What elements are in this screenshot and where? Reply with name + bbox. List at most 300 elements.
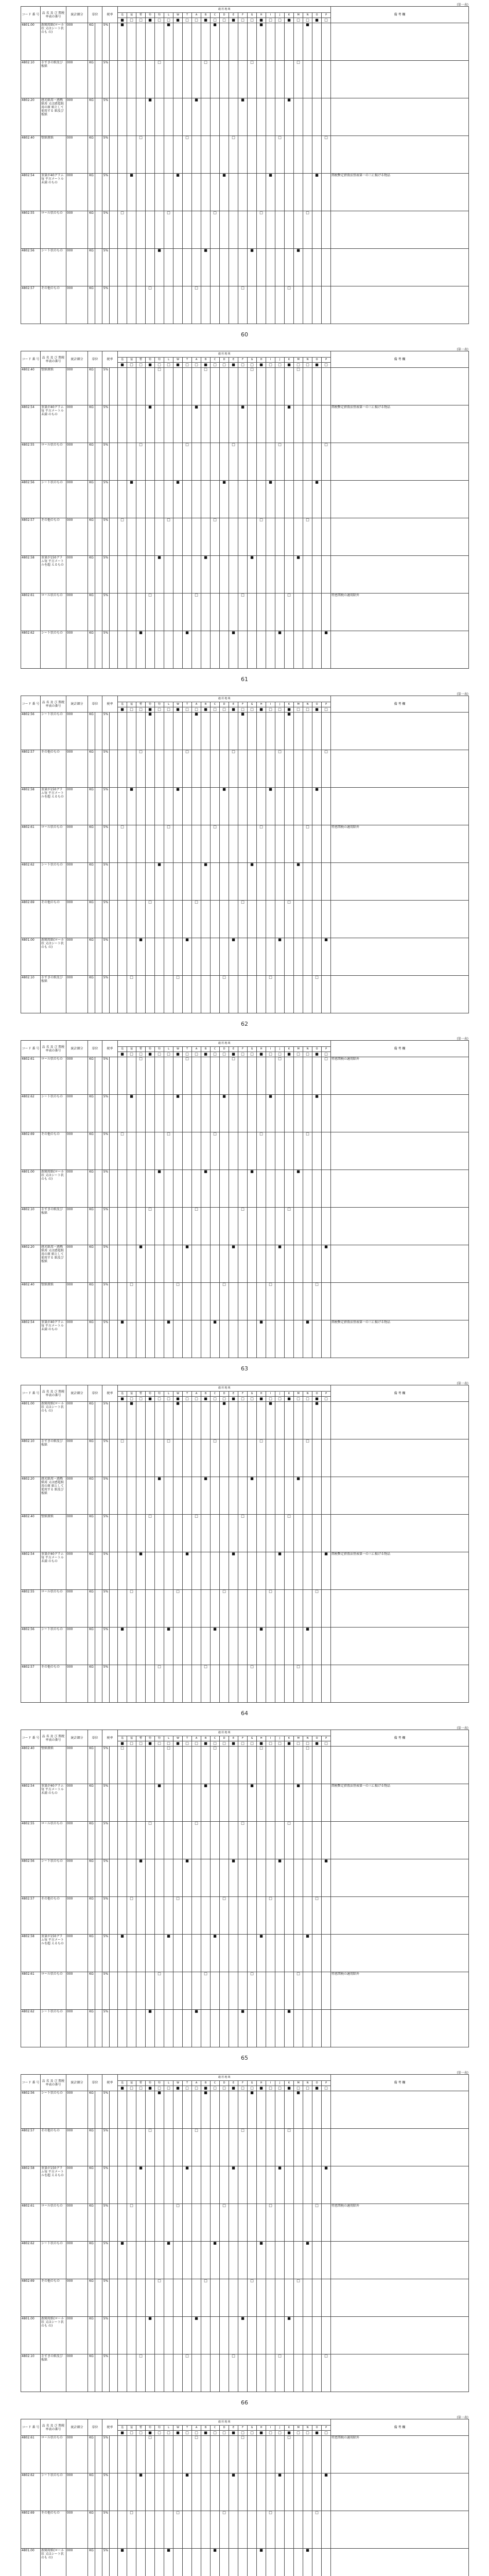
region-cell [294,518,303,556]
region-cell [164,1972,173,2010]
region-cell [285,61,294,98]
name-cell: 重量が150グラム毎 平方メートルを超 えるもの [41,556,66,594]
region-cell [294,1057,303,1095]
region-cell [118,2354,127,2392]
region-cell [201,976,211,1013]
region-cell [127,2436,136,2473]
region-cell [322,174,331,211]
region-cell [127,1132,136,1170]
header-mark-cell: □ [238,1397,248,1402]
unit-cell: KG [88,631,95,669]
region-cell: ■ [303,23,312,61]
subheader-cell: D [220,13,229,18]
region-cell [312,1320,322,1358]
region-cell [146,2511,155,2549]
region-cell: □ [155,1972,164,2010]
region-cell [294,976,303,1013]
region-cell [275,23,285,61]
subheader-cell: F [238,358,248,363]
region-cell: □ [248,1972,257,2010]
subheader-cell: B [201,1392,211,1397]
spec-cell: 000 [66,976,88,1013]
subheader-cell: O [312,2081,322,2086]
unit-blank-cell [95,2354,102,2392]
region-cell [127,825,136,863]
region-cell [211,61,220,98]
region-cell [257,2091,266,2129]
region-cell [192,1784,201,1822]
region-cell [146,2473,155,2511]
header-mark-cell: ■ [229,1741,238,1747]
table-row [21,1590,469,1628]
code-cell: 4802.57 [21,518,41,556]
header-mark-cell: □ [322,707,331,713]
header-mark-cell: ■ [312,2431,322,2436]
unit-blank-cell [95,713,102,750]
region-cell [238,1897,248,1935]
subheader-cell: N [303,13,312,18]
spec-cell: 000 [66,556,88,594]
region-cell [303,286,312,324]
region-cell: □ [164,1439,173,1477]
subheader-cell: A [192,2081,201,2086]
region-cell: □ [136,1057,146,1095]
region-cell [136,1320,146,1358]
region-cell: ■ [266,788,275,825]
spec-cell: 000 [66,1784,88,1822]
region-cell [238,2511,248,2549]
region-cell [312,1665,322,1703]
header-name: 品 名 及 び 関税率表の番号 [41,7,66,23]
region-cell [266,2436,275,2473]
region-cell: □ [285,286,294,324]
rate-blank-cell [110,1747,118,1784]
region-cell [192,750,201,788]
notes-cell [331,2279,469,2317]
region-cell [257,1057,266,1095]
region-cell [211,863,220,901]
header-mark-cell: ■ [146,363,155,368]
region-cell [322,368,331,405]
region-cell [303,136,312,174]
code-cell: 4802.58 [21,556,41,594]
subheader-cell: C [211,702,220,707]
region-cell [229,2129,238,2166]
subheader-cell: D [220,358,229,363]
region-cell [201,405,211,443]
region-cell [257,863,266,901]
region-cell [201,1402,211,1439]
unit-blank-cell [95,1132,102,1170]
subheader-cell: H [257,1392,266,1397]
region-cell [164,443,173,481]
spec-cell: 000 [66,2242,88,2279]
header-mark-cell: □ [127,707,136,713]
region-cell [155,750,164,788]
header-mark-cell: □ [322,1397,331,1402]
region-cell: □ [173,1897,183,1935]
table-row [21,825,469,863]
spec-cell: 000 [66,1590,88,1628]
region-cell [164,1859,173,1897]
header-mark-cell: □ [303,1397,312,1402]
region-cell: □ [127,1283,136,1320]
header-mark-cell: □ [248,707,257,713]
region-cell [312,1972,322,2010]
region-cell [275,174,285,211]
region-cell: ■ [238,2010,248,2047]
code-cell: 4802.10 [21,976,41,1013]
region-cell [238,2473,248,2511]
unit-blank-cell [95,1208,102,1245]
subheader-cell: 特 [146,1392,155,1397]
subheader-cell: F [238,1736,248,1741]
header-mark-cell: ■ [118,1052,127,1057]
unit-cell: KG [88,286,95,324]
region-cell [155,211,164,249]
rate-blank-cell [110,1283,118,1320]
subheader-cell: D [220,1392,229,1397]
rate-cell: 5% [102,713,110,750]
unit-cell: KG [88,713,95,750]
spec-cell: 000 [66,518,88,556]
header-mark-cell: ■ [118,363,127,368]
region-cell: ■ [201,2091,211,2129]
region-cell [173,2354,183,2392]
region-cell [183,1784,192,1822]
region-cell [183,1822,192,1859]
header-mark-cell: ■ [173,1052,183,1057]
region-cell [266,1515,275,1552]
region-cell [257,286,266,324]
region-cell [312,556,322,594]
subheader-cell: M [294,2081,303,2086]
rate-cell: 5% [102,901,110,938]
name-cell: ロール状のもの [41,1590,66,1628]
header-mark-cell: □ [248,18,257,23]
header-mark-cell: □ [164,2086,173,2091]
region-cell [155,1747,164,1784]
code-cell: 4802.57 [21,286,41,324]
region-cell [201,1935,211,1972]
code-cell: 4802.40 [21,368,41,405]
header-notes: 備 考 欄 [331,1385,469,1402]
rate-cell: 5% [102,1935,110,1972]
rate-blank-cell [110,2473,118,2511]
code-cell: 4802.40 [21,1283,41,1320]
region-cell: ■ [155,556,164,594]
table-row [21,1552,469,1590]
header-code: コード 番 号 [21,351,41,368]
header-mark-cell: □ [192,707,201,713]
region-cell [201,2473,211,2511]
notes-cell [331,1245,469,1283]
region-cell [322,405,331,443]
code-cell: 4802.55 [21,1822,41,1859]
region-cell [164,136,173,174]
table-header-row [21,1385,469,1392]
subheader-cell: O [312,1736,322,1741]
region-cell [275,1515,285,1552]
header-spec: 統計細分 [66,2075,88,2091]
region-cell [229,286,238,324]
region-cell: ■ [312,1402,322,1439]
rate-cell: 5% [102,1402,110,1439]
code-cell: 4802.57 [21,750,41,788]
header-mark-cell: ■ [257,2086,266,2091]
tariff-table [21,1730,469,2047]
region-cell [312,594,322,631]
spec-cell: 000 [66,2204,88,2242]
subheader-cell: F [238,1392,248,1397]
region-cell [211,1590,220,1628]
name-cell: ロール状のもの [41,211,66,249]
region-cell [173,1665,183,1703]
code-cell: 4802.40 [21,1747,41,1784]
region-cell: ■ [211,23,220,61]
header-mark-cell: ■ [173,18,183,23]
region-cell [173,61,183,98]
header-mark-cell: ■ [173,2431,183,2436]
region-cell [303,1822,312,1859]
unit-blank-cell [95,594,102,631]
region-cell [322,901,331,938]
header-name: 品 名 及 び 関税率表の番号 [41,1730,66,1747]
region-cell [266,2549,275,2576]
region-cell [164,1897,173,1935]
region-cell [266,1320,275,1358]
region-cell [136,2204,146,2242]
region-cell [136,1283,146,1320]
region-cell [275,2010,285,2047]
region-cell [183,825,192,863]
region-cell [238,61,248,98]
region-cell [238,2279,248,2317]
region-cell [303,1208,312,1245]
header-notes: 備 考 欄 [331,696,469,713]
subheader-cell: 協 [127,702,136,707]
rate-blank-cell [110,368,118,405]
region-cell: □ [146,1208,155,1245]
region-cell [285,2549,294,2576]
region-cell [238,1477,248,1515]
header-mark-cell: □ [303,2431,312,2436]
region-cell [192,1132,201,1170]
region-cell [192,1320,201,1358]
header-mark-cell: ■ [201,1052,211,1057]
region-cell [275,1095,285,1132]
region-cell [285,249,294,286]
header-spec: 統計細分 [66,1730,88,1747]
subheader-cell: D [220,1736,229,1741]
region-cell [201,2354,211,2392]
region-cell: ■ [146,2317,155,2354]
region-cell: □ [220,2511,229,2549]
region-cell: □ [266,2204,275,2242]
spec-cell: 000 [66,2473,88,2511]
region-cell [127,863,136,901]
subheader-cell: T [183,2426,192,2431]
rate-cell: 5% [102,1590,110,1628]
region-cell [238,863,248,901]
region-cell: □ [183,2354,192,2392]
table-row [21,1822,469,1859]
region-cell [146,1784,155,1822]
header-name: 品 名 及 び 関税率表の番号 [41,351,66,368]
region-cell: ■ [183,1552,192,1590]
region-cell [294,750,303,788]
unit-blank-cell [95,174,102,211]
region-cell [173,713,183,750]
header-spec: 統計細分 [66,1385,88,1402]
region-cell: □ [275,750,285,788]
spec-cell: 000 [66,1515,88,1552]
region-cell: ■ [155,2091,164,2129]
name-cell: 壁紙原紙 [41,1515,66,1552]
region-cell: ■ [257,1935,266,1972]
notes-cell [331,1747,469,1784]
region-cell: □ [229,443,238,481]
page-header-label: (第一表) [457,692,468,696]
region-cell: ■ [173,481,183,518]
region-cell [220,1822,229,1859]
region-cell [211,368,220,405]
region-cell [118,938,127,976]
region-cell: ■ [201,1784,211,1822]
subheader-cell: A [192,358,201,363]
subheader-cell: W [173,1392,183,1397]
region-cell [238,23,248,61]
region-cell [173,863,183,901]
region-cell [146,174,155,211]
region-cell [136,1208,146,1245]
region-cell [118,443,127,481]
region-cell [183,2129,192,2166]
region-cell [220,2242,229,2279]
region-cell [127,1747,136,1784]
region-cell [127,368,136,405]
header-mark-cell: □ [155,1397,164,1402]
header-mark-cell: □ [183,2086,192,2091]
code-cell: 4801.00 [21,2317,41,2354]
spec-cell: 000 [66,136,88,174]
rate-blank-cell [110,863,118,901]
header-mark-cell: ■ [229,2086,238,2091]
name-cell: 重量が40グラム毎 平方メートル未満 のもの [41,1320,66,1358]
region-cell [285,1132,294,1170]
subheader-cell: L [164,358,173,363]
region-cell: □ [294,1972,303,2010]
region-cell [118,1057,127,1095]
region-cell [201,211,211,249]
subheader-cell: E [229,2081,238,2086]
region-cell [211,2436,220,2473]
notes-cell: 特恵関税の適用除外 [331,825,469,863]
region-cell [192,2549,201,2576]
region-cell [294,1628,303,1665]
subheader-cell: A [192,13,201,18]
subheader-cell: H [257,358,266,363]
rate-blank-cell [110,1665,118,1703]
region-cell [220,2166,229,2204]
region-cell [266,2473,275,2511]
region-cell: ■ [220,481,229,518]
region-cell [173,211,183,249]
header-mark-cell: □ [303,707,312,713]
region-cell [201,1628,211,1665]
name-cell: 新聞用紙(ロール状 又はシート状のも の) [41,1170,66,1208]
region-cell [285,1320,294,1358]
region-cell [322,1170,331,1208]
region-cell [322,23,331,61]
region-cell [164,2129,173,2166]
notes-cell: 特恵関税の適用除外 [331,1972,469,2010]
region-cell [257,1897,266,1935]
region-cell [248,443,257,481]
name-cell: 重量が40グラム毎 平方メートル未満 のもの [41,405,66,443]
region-cell [183,1747,192,1784]
region-cell [248,788,257,825]
region-cell [118,863,127,901]
subheader-cell: 特 [146,2081,155,2086]
region-cell [229,1095,238,1132]
subheader-cell: L [164,2081,173,2086]
region-cell: □ [192,2129,201,2166]
region-cell [248,2473,257,2511]
region-cell [136,863,146,901]
region-cell [164,1784,173,1822]
subheader-cell: M [294,702,303,707]
region-cell [303,2166,312,2204]
region-cell [294,1095,303,1132]
subheader-cell: M [294,2426,303,2431]
region-cell: □ [303,211,312,249]
region-cell: □ [164,1747,173,1784]
region-cell: □ [173,2511,183,2549]
rate-cell: 5% [102,2317,110,2354]
region-cell [285,1245,294,1283]
region-cell [136,1784,146,1822]
region-cell [285,211,294,249]
rate-blank-cell [110,249,118,286]
header-code: コード 番 号 [21,696,41,713]
region-cell [238,1170,248,1208]
region-cell [220,2473,229,2511]
notes-cell: 関税暫定措置法別表第一の三に掲げる物品 [331,405,469,443]
header-mark-cell: □ [192,1397,201,1402]
region-cell [238,631,248,669]
name-cell: その他のもの [41,2511,66,2549]
region-cell [211,2317,220,2354]
header-mark-cell: □ [127,1052,136,1057]
region-cell [248,98,257,136]
region-cell [164,61,173,98]
region-cell [229,1283,238,1320]
rate-blank-cell [110,136,118,174]
region-cell [173,443,183,481]
rate-blank-cell [110,1208,118,1245]
code-cell: 4802.58 [21,788,41,825]
region-cell [266,1784,275,1822]
region-cell [285,976,294,1013]
region-cell: ■ [146,2010,155,2047]
region-cell [183,788,192,825]
header-mark-cell: □ [136,707,146,713]
region-cell [303,443,312,481]
region-cell: □ [238,1515,248,1552]
table-header-row [21,2419,469,2426]
header-mark-cell: ■ [201,18,211,23]
